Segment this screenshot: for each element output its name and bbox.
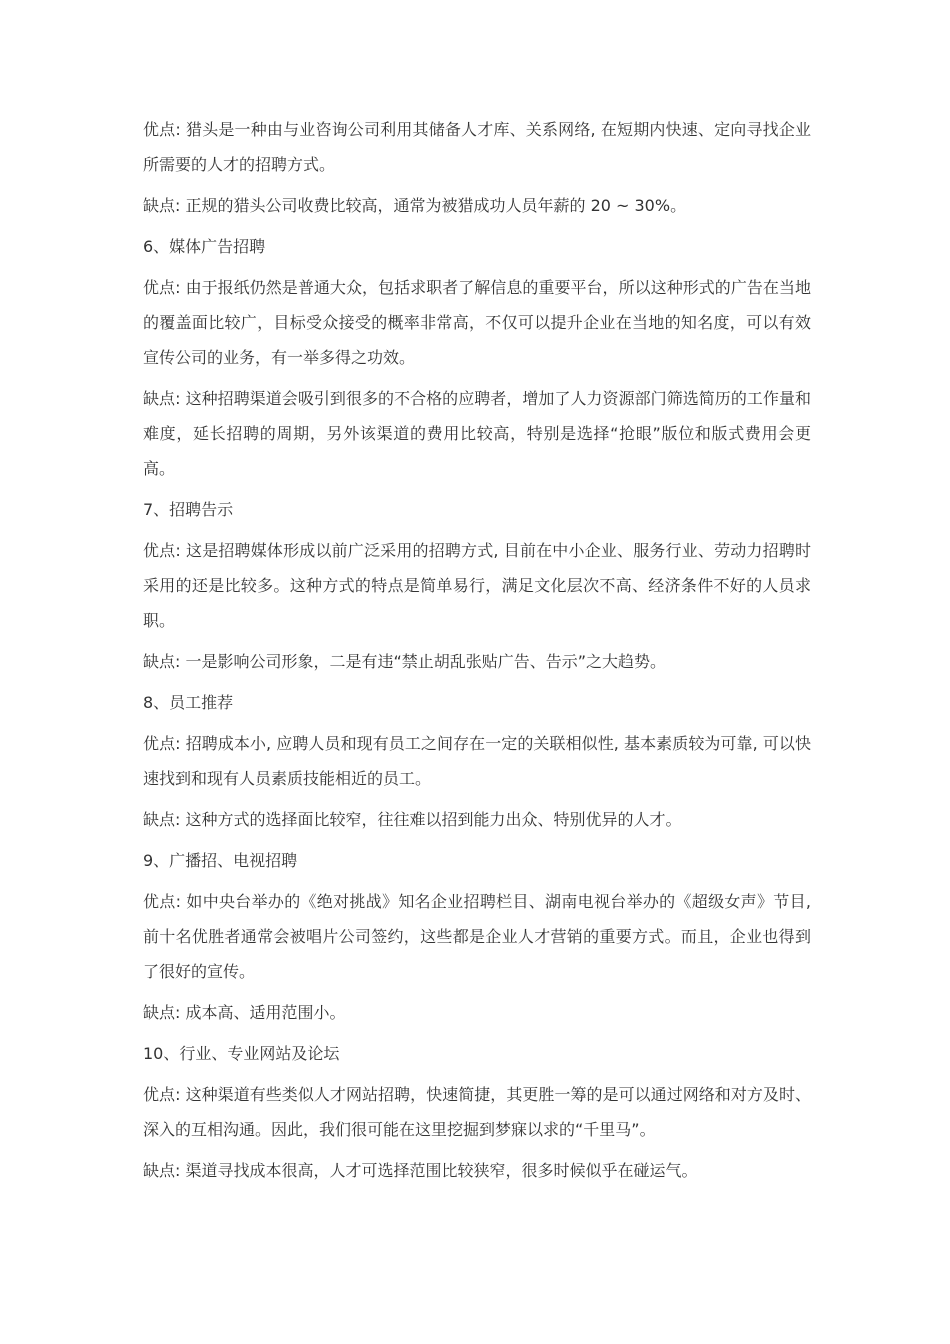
notice-cons: 缺点: 一是影响公司形象，二是有违“禁止胡乱张贴广告、告示”之大趋势。 xyxy=(143,652,667,671)
industry-sites-cons: 缺点: 渠道寻找成本很高，人才可选择范围比较狭窄，很多时候似乎在碰运气。 xyxy=(143,1161,698,1180)
referral-pros: 优点: 招聘成本小, 应聘人员和现有员工之间存在一定的关联相似性, 基本素质较为可靠, 可以快速找到和现有人员素质技能相近的员工。 xyxy=(143,734,811,788)
notice-pros: 优点: 这是招聘媒体形成以前广泛采用的招聘方式, 目前在中小企业、服务行业、劳动力招聘时采用的还是比较多。这种方式的特点是简单易行，满足文化层次不高、经济条件不好的人员求职。 xyxy=(143,541,811,630)
section-heading-broadcast-tv: 9、广播招、电视招聘 xyxy=(143,851,298,870)
broadcast-tv-cons: 缺点: 成本高、适用范围小。 xyxy=(143,1003,346,1022)
media-ads-cons: 缺点: 这种招聘渠道会吸引到很多的不合格的应聘者，增加了人力资源部门筛选简历的工作量和难度，延长招聘的周期，另外该渠道的费用比较高，特别是选择“抢眼”版位和版式费用会更高。 xyxy=(143,389,811,478)
section-heading-referral: 8、员工推荐 xyxy=(143,693,234,712)
referral-cons: 缺点: 这种方式的选择面比较窄，往往难以招到能力出众、特别优异的人才。 xyxy=(143,810,682,829)
section-heading-notice: 7、招聘告示 xyxy=(143,500,234,519)
section-heading-media-ads: 6、媒体广告招聘 xyxy=(143,237,266,256)
section-heading-industry-sites: 10、行业、专业网站及论坛 xyxy=(143,1044,340,1063)
headhunter-pros: 优点: 猎头是一种由与业咨询公司利用其储备人才库、关系网络, 在短期内快速、定向寻找企业所需要的人才的招聘方式。 xyxy=(143,120,811,174)
broadcast-tv-pros: 优点: 如中央台举办的《绝对挑战》知名企业招聘栏目、湖南电视台举办的《超级女声》节目, 前十名优胜者通常会被唱片公司签约，这些都是企业人才营销的重要方式。而且，企业也得到了很好的宣传。 xyxy=(143,892,811,981)
headhunter-cons: 缺点: 正规的猎头公司收费比较高，通常为被猎成功人员年薪的 20 ~ 30%。 xyxy=(143,196,687,215)
media-ads-pros: 优点: 由于报纸仍然是普通大众，包括求职者了解信息的重要平台，所以这种形式的广告在当地的覆盖面比较广，目标受众接受的概率非常高，不仅可以提升企业在当地的知名度，可以有效宣传公司的业务，有一举多得之功效。 xyxy=(143,278,811,367)
industry-sites-pros: 优点: 这种渠道有些类似人才网站招聘，快速简捷，其更胜一筹的是可以通过网络和对方及时、深入的互相沟通。因此，我们很可能在这里挖掘到梦寐以求的“千里马”。 xyxy=(143,1085,811,1139)
document-body xyxy=(143,112,811,1194)
